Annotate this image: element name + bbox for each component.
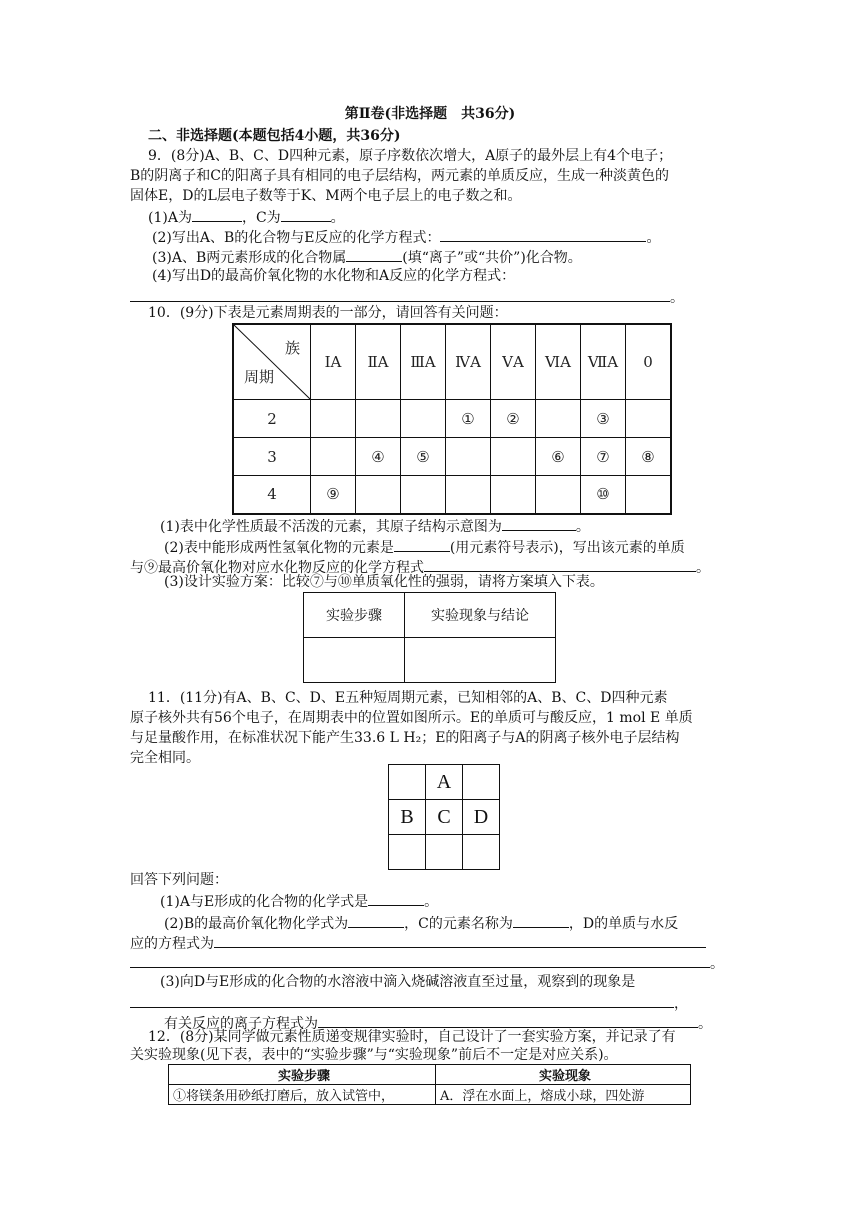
answer-blank[interactable] <box>281 206 331 222</box>
plan-cell[interactable] <box>405 638 556 683</box>
q9-sub3: (3)A、B两元素形成的化合物属 (填“离子”或“共价”)化合物。 <box>152 246 582 268</box>
table-cell <box>311 438 356 476</box>
answer-blank[interactable] <box>513 912 569 928</box>
group-header: ⅡA <box>356 324 401 400</box>
period-label: 3 <box>233 438 311 476</box>
group-header: ⅦA <box>581 324 626 400</box>
group-header: 0 <box>626 324 672 400</box>
q9-sub1: (1)A为 ，C为 。 <box>148 206 345 228</box>
answer-blank[interactable] <box>318 1012 698 1028</box>
experiment-plan-table <box>303 592 556 683</box>
table-cell: ⑥ <box>536 438 581 476</box>
table-cell: ⑨ <box>311 476 356 514</box>
answer-blank[interactable] <box>130 286 670 302</box>
table-cell: ④ <box>356 438 401 476</box>
answer-blank[interactable] <box>502 515 576 531</box>
table-cell <box>356 476 401 514</box>
q11-ask: 回答下列问题： <box>130 872 228 888</box>
q11-stem-line4: 完全相同。 <box>130 750 200 766</box>
answer-blank[interactable] <box>130 992 674 1008</box>
group-header: ⅤA <box>491 324 536 400</box>
q10-stem: 10．(9分)下表是元素周期表的一部分，请回答有关问题： <box>148 305 508 321</box>
q10-sub2: (2)表中能形成两性氢氧化物的元素是 (用元素符号表示)，写出该元素的单质 <box>164 536 685 558</box>
q11-sub3-ion: 有关反应的离子方程式为 。 <box>164 1012 712 1034</box>
table-cell <box>626 400 672 438</box>
group-header: ⅥA <box>536 324 581 400</box>
q11-stem-line2: 原子核外共有56个电子，在周期表中的位置如图所示。E的单质可与酸反应，1 mol E 单质 <box>130 710 693 726</box>
group-header: ⅣA <box>446 324 491 400</box>
table-cell <box>446 476 491 514</box>
table-cell: ③ <box>581 400 626 438</box>
q10-sub1: (1)表中化学性质最不活泼的元素，其原子结构示意图为 。 <box>160 515 590 537</box>
q9-sub4-answer: 。 <box>130 286 684 308</box>
table-cell: ⑧ <box>626 438 672 476</box>
table-row <box>233 400 671 438</box>
grid-cell <box>389 765 426 800</box>
q12-step-cell: ①将镁条用砂纸打磨后，放入试管中， <box>169 1085 436 1105</box>
table-cell <box>491 476 536 514</box>
q9-stem-line3: 固体E，D的L层电子数等于K、M两个电子层上的电子数之和。 <box>130 188 522 204</box>
q12-experiment-table <box>168 1064 691 1105</box>
answer-blank[interactable] <box>440 226 646 242</box>
grid-cell <box>389 835 426 870</box>
table-cell <box>536 476 581 514</box>
table-cell <box>626 476 672 514</box>
element-position-grid <box>388 764 500 870</box>
table-cell: ② <box>491 400 536 438</box>
grid-cell: A <box>426 765 463 800</box>
q12-header-observation: 实验现象 <box>436 1065 691 1085</box>
q9-sub2: (2)写出A、B的化合物与E反应的化学方程式： 。 <box>152 226 660 248</box>
table-cell <box>536 400 581 438</box>
grid-cell: D <box>463 800 500 835</box>
table-corner <box>233 324 311 400</box>
table-cell: ① <box>446 400 491 438</box>
q10-sub2-cont: 与⑨最高价氧化物对应水化物反应的化学方程式 。 <box>130 556 710 578</box>
q12-observation-cell: A．浮在水面上，熔成小球，四处游 <box>436 1085 691 1105</box>
periodic-table <box>232 323 672 515</box>
q11-sub3: (3)向D与E形成的化合物的水溶液中滴入烧碱溶液直至过量，观察到的现象是 <box>160 974 636 990</box>
q12-header-step: 实验步骤 <box>169 1065 436 1085</box>
table-cell <box>401 476 446 514</box>
answer-blank[interactable] <box>394 536 450 552</box>
q9-stem-line2: B的阴离子和C的阳离子具有相同的电子层结构，两元素的单质反应，生成一种淡黄色的 <box>130 168 669 184</box>
table-cell <box>356 400 401 438</box>
table-cell <box>311 400 356 438</box>
q11-sub2: (2)B的最高价氧化物化学式为 ，C的元素名称为 ，D的单质与水反 <box>164 912 678 934</box>
period-label: 2 <box>233 400 311 438</box>
grid-cell: C <box>426 800 463 835</box>
q11-sub1: (1)A与E形成的化合物的化学式是 。 <box>160 890 438 912</box>
q12-stem-line2: 关实验现象(见下表，表中的“实验步骤”与“实验现象”前后不一定是对应关系)。 <box>130 1047 618 1063</box>
q10-sub3: (3)设计实验方案：比较⑦与⑩单质氧化性的强弱，请将方案填入下表。 <box>164 574 604 590</box>
answer-blank[interactable] <box>192 206 242 222</box>
table-row <box>233 476 671 514</box>
grid-cell: B <box>389 800 426 835</box>
section-title: 第Ⅱ卷(非选择题 共36分) <box>344 106 516 122</box>
table-row <box>169 1085 691 1105</box>
table-cell <box>446 438 491 476</box>
group-header: ⅢA <box>401 324 446 400</box>
grid-cell <box>426 835 463 870</box>
group-header: ⅠA <box>311 324 356 400</box>
q9-stem-line1: 9．(8分)A、B、C、D四种元素，原子序数依次增大，A原子的最外层上有4个电子； <box>148 148 673 164</box>
grid-cell <box>463 835 500 870</box>
table-cell: ⑦ <box>581 438 626 476</box>
table-row <box>233 438 671 476</box>
q12-stem-line1: 12．(8分)某同学做元素性质递变规律实验时，自己设计了一套实验方案，并记录了有 <box>148 1029 676 1045</box>
plan-cell[interactable] <box>304 638 405 683</box>
q9-sub4: (4)写出D的最高价氧化物的水化物和A反应的化学方程式： <box>152 268 516 284</box>
answer-blank[interactable] <box>130 952 710 968</box>
plan-header-step: 实验步骤 <box>304 593 405 638</box>
q11-sub2-cont: 应的方程式为 <box>130 932 706 954</box>
answer-blank[interactable] <box>348 912 404 928</box>
answer-blank[interactable] <box>214 932 706 948</box>
table-cell: ⑤ <box>401 438 446 476</box>
table-cell: ⑩ <box>581 476 626 514</box>
answer-blank[interactable] <box>368 890 424 906</box>
answer-blank[interactable] <box>424 556 696 572</box>
q11-sub2-answer: 。 <box>130 952 724 974</box>
q11-stem-line3: 与足量酸作用，在标准状况下能产生33.6 L H₂；E的阳离子与A的阴离子核外电子层结构 <box>130 730 680 746</box>
corner-group-label: 族 <box>284 339 300 357</box>
table-cell <box>491 438 536 476</box>
answer-blank[interactable] <box>346 246 402 262</box>
corner-period-label: 周期 <box>244 368 275 386</box>
plan-header-result: 实验现象与结论 <box>405 593 556 638</box>
grid-cell <box>463 765 500 800</box>
table-cell <box>401 400 446 438</box>
q11-stem-line1: 11．(11分)有A、B、C、D、E五种短周期元素，已知相邻的A、B、C、D四种元素 <box>148 690 668 706</box>
period-label: 4 <box>233 476 311 514</box>
q11-sub3-answer: ， <box>130 992 688 1014</box>
part-title: 二、非选择题(本题包括4小题，共36分) <box>148 128 401 144</box>
